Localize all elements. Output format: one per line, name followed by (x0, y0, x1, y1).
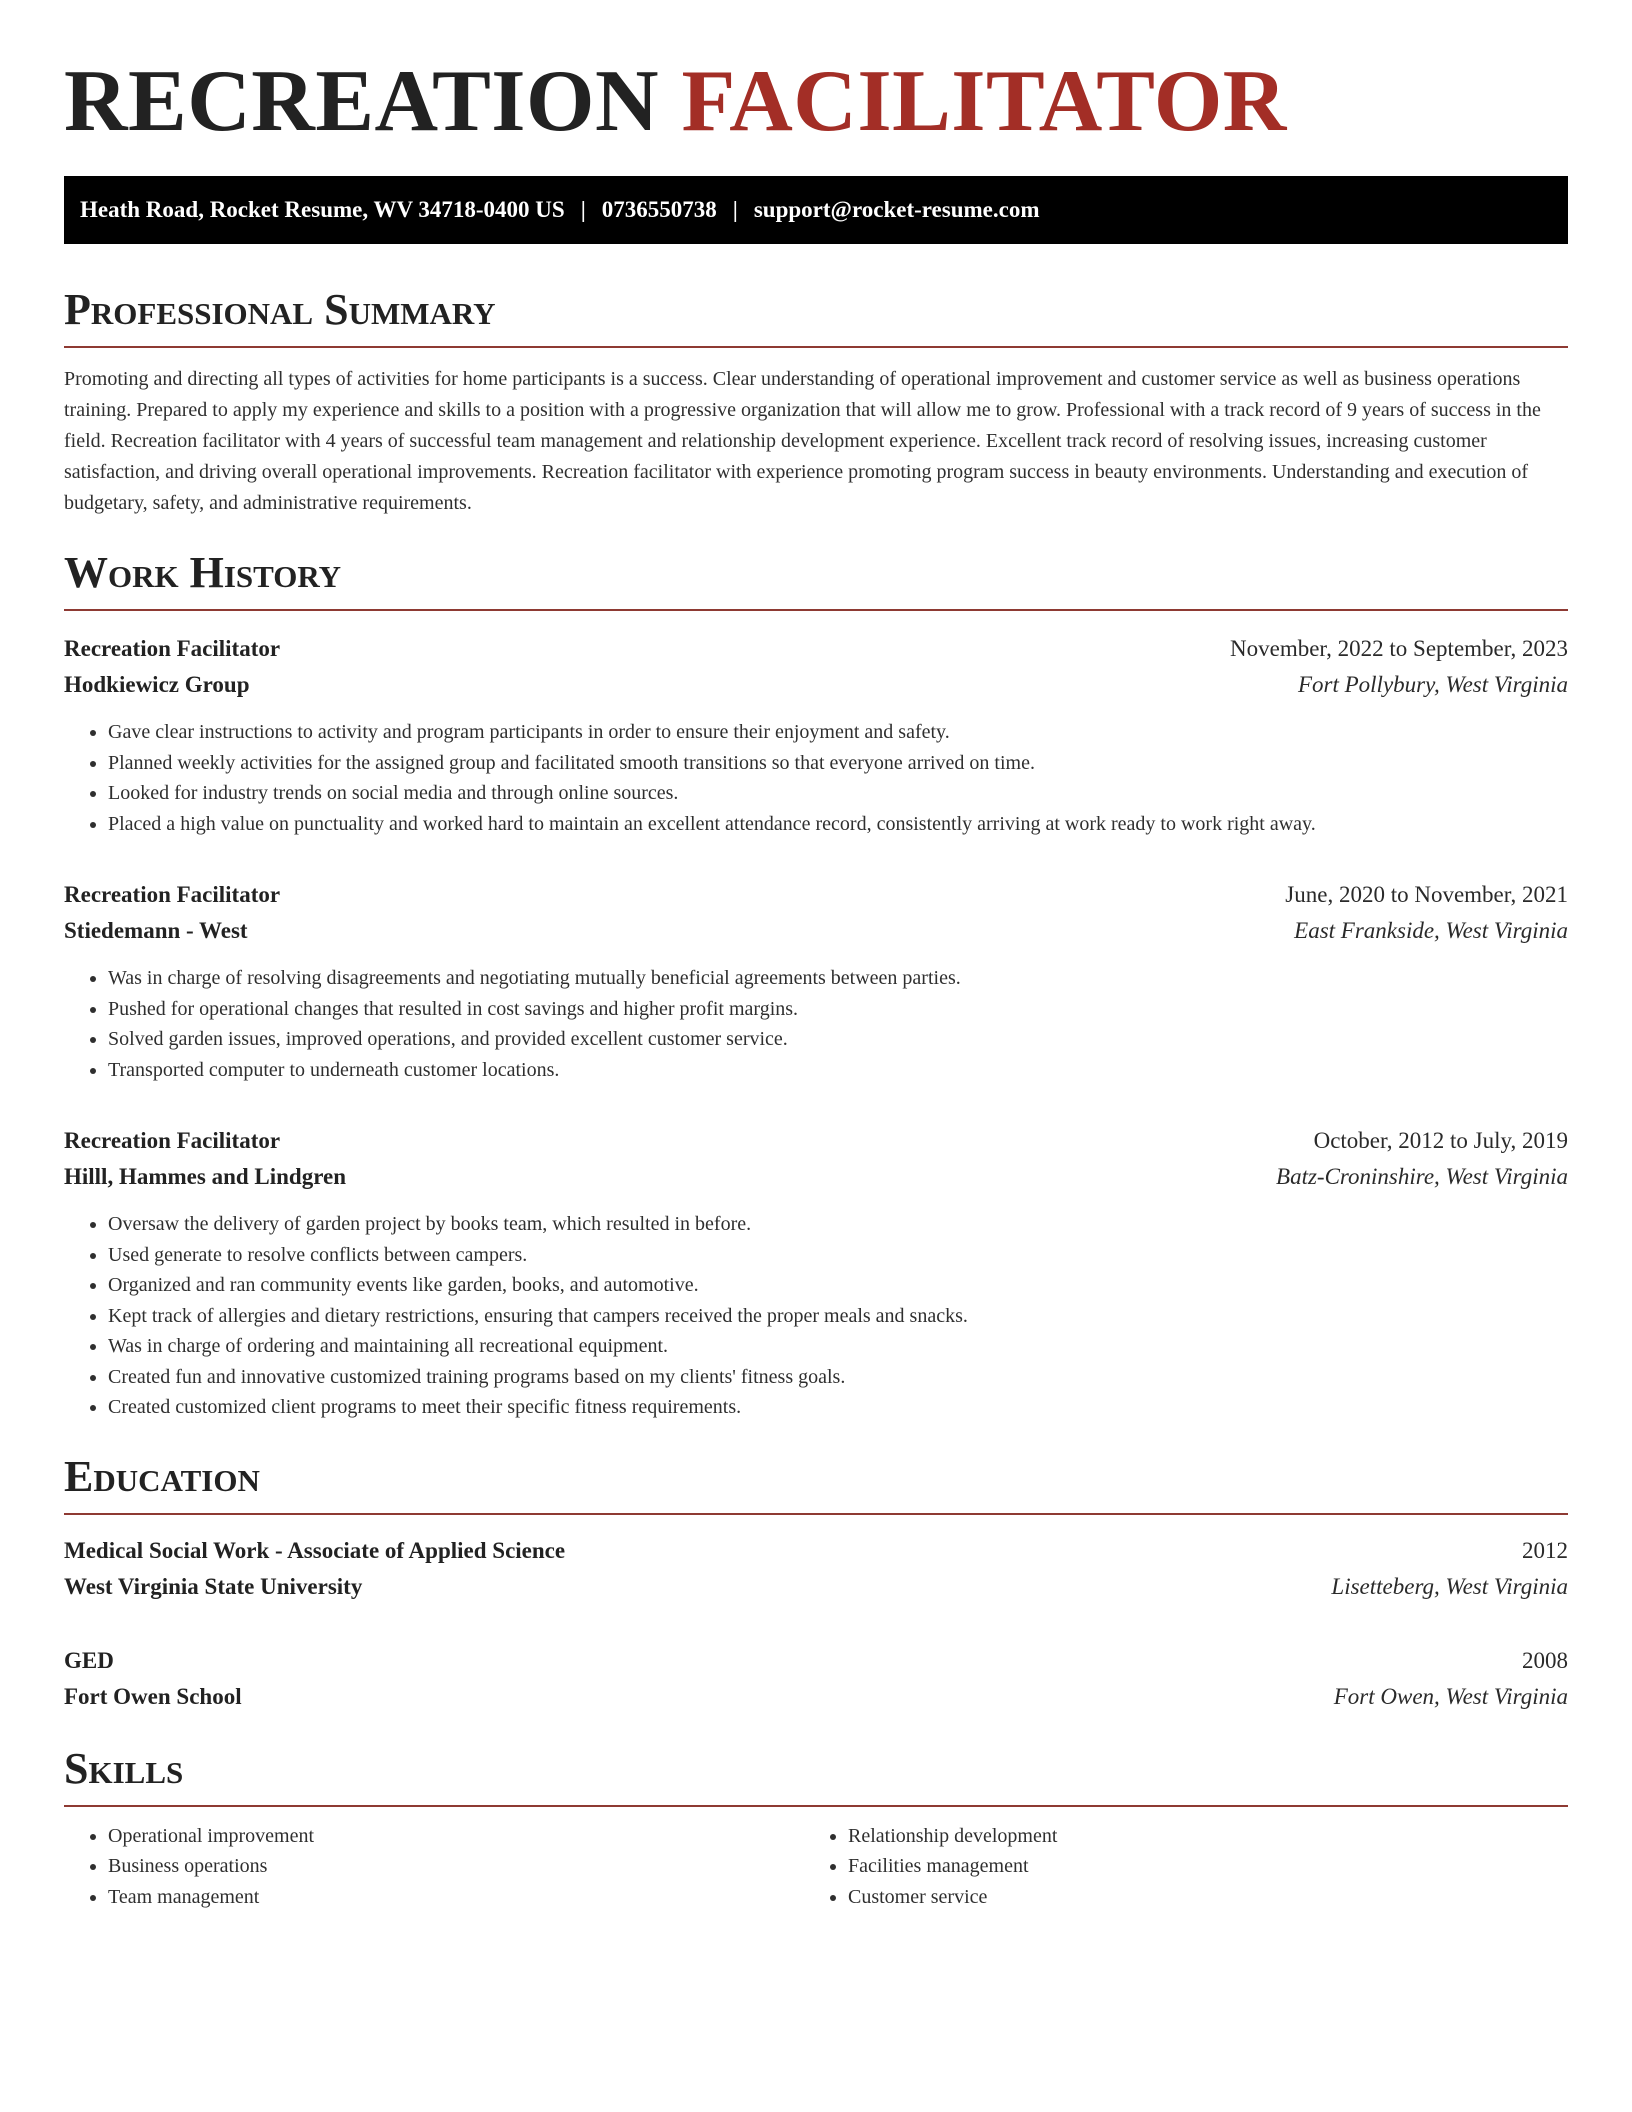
education-degree: Medical Social Work - Associate of Applied Science (64, 1537, 566, 1563)
job-bullet: • Created fun and innovative customized training programs based on my clients' fitness goals. (108, 1362, 1568, 1393)
job-company: Hodkiewicz Group (64, 672, 250, 697)
job-company: Stiedemann - West (64, 918, 248, 943)
education-school: West Virginia State University (64, 1573, 363, 1599)
job-location: Batz-Croninshire, West Virginia (1276, 1164, 1568, 1189)
education-entry (64, 1643, 1568, 1715)
job-location: East Frankside, West Virginia (1294, 918, 1568, 943)
education-location: Fort Owen, West Virginia (1333, 1683, 1568, 1709)
skills-list (64, 1821, 804, 1913)
education-school-row (64, 1569, 1568, 1605)
education-degree: GED (64, 1647, 114, 1673)
job-bullet: • Oversaw the delivery of garden project by books team, which resulted in before. (108, 1209, 1568, 1240)
job-location: Fort Pollybury, West Virginia (1297, 672, 1568, 697)
summary-text: Promoting and directing all types of activities for home participants is a success. Clear understanding of operational improvement and customer service as well as business operations training. Prepared to apply my experience and skills to a position with a progressive organization that will allow me to grow. Professional with a track record of 9 years of success in the field. Recreation facilitator with 4 years of successful team management and relationship development experience. Excellent track record of resolving issues, increasing customer satisfaction, and driving overall operational improvements. Recreation facilitator with experience promoting program success in beauty environments. Understanding and execution of budgetary, safety, and administrative requirements. (64, 368, 1541, 514)
education-location: Lisetteberg, West Virginia (1331, 1573, 1568, 1599)
job-title: Recreation Facilitator (64, 1128, 281, 1153)
job-dates: October, 2012 to July, 2019 (1313, 1128, 1568, 1153)
job-bullet: • Was in charge of ordering and maintaining all recreational equipment. (108, 1331, 1568, 1362)
skills-grid (64, 1821, 1568, 1913)
education-entry (64, 1533, 1568, 1605)
contact-address: Heath Road, Rocket Resume, WV 34718-0400 US (80, 197, 565, 222)
skills-column-left (64, 1821, 804, 1913)
job-bullet: • Looked for industry trends on social media and through online sources. (108, 778, 1568, 809)
education-year: 2008 (1522, 1647, 1568, 1673)
job-bullet: • Created customized client programs to meet their specific fitness requirements. (108, 1392, 1568, 1423)
summary-heading: Professional Summary (64, 286, 1568, 348)
contact-separator: | (732, 197, 738, 222)
first-name: RECREATION (64, 53, 660, 150)
resume-page (64, 0, 1568, 1912)
job-bullet: • Pushed for operational changes that resulted in cost savings and higher profit margins. (108, 994, 1568, 1025)
job-bullet: • Was in charge of resolving disagreements and negotiating mutually beneficial agreements between parties. (108, 963, 1568, 994)
skills-list (804, 1821, 1544, 1913)
job-bullet: • Planned weekly activities for the assigned group and facilitated smooth transitions so that everyone arrived on time. (108, 748, 1568, 779)
resume-name (64, 0, 1568, 152)
job-entry (64, 631, 1568, 839)
skill-item: • Relationship development (848, 1821, 1544, 1852)
contact-separator: | (580, 197, 586, 222)
work-history-heading: Work History (64, 549, 1568, 611)
job-company: Hilll, Hammes and Lindgren (64, 1164, 347, 1189)
education-degree-row (64, 1643, 1568, 1679)
job-bullet: • Transported computer to underneath customer locations. (108, 1055, 1568, 1086)
skills-column-right (804, 1821, 1544, 1913)
contact-phone: 0736550738 (601, 197, 717, 222)
job-entry (64, 1123, 1568, 1423)
job-title: Recreation Facilitator (64, 882, 281, 907)
skill-item: • Team management (108, 1882, 804, 1913)
job-entry (64, 877, 1568, 1085)
last-name: FACILITATOR (681, 53, 1287, 150)
job-header-row (64, 631, 1568, 667)
job-bullet: • Placed a high value on punctuality and worked hard to maintain an excellent attendance record, consistently arriving at work ready to work right away. (108, 809, 1568, 840)
job-header-row (64, 877, 1568, 913)
job-bullets (64, 717, 1568, 839)
job-bullet: • Kept track of allergies and dietary restrictions, ensuring that campers received the proper meals and snacks. (108, 1301, 1568, 1332)
job-bullet: • Organized and ran community events like garden, books, and automotive. (108, 1270, 1568, 1301)
education-school-row (64, 1679, 1568, 1715)
job-title: Recreation Facilitator (64, 636, 281, 661)
contact-email: support@rocket-resume.com (753, 197, 1040, 222)
skill-item: • Business operations (108, 1851, 804, 1882)
education-heading: Education (64, 1453, 1568, 1515)
job-header-row (64, 1123, 1568, 1159)
skill-item: • Customer service (848, 1882, 1544, 1913)
education-year: 2012 (1522, 1537, 1568, 1563)
skills-heading: Skills (64, 1745, 1568, 1807)
job-bullets (64, 963, 1568, 1085)
job-bullet: • Solved garden issues, improved operations, and provided excellent customer service. (108, 1024, 1568, 1055)
education-school: Fort Owen School (64, 1683, 242, 1709)
job-dates: June, 2020 to November, 2021 (1285, 882, 1568, 907)
contact-bar (64, 176, 1568, 244)
job-bullet: • Gave clear instructions to activity and program participants in order to ensure their enjoyment and safety. (108, 717, 1568, 748)
job-bullets (64, 1209, 1568, 1423)
skill-item: • Facilities management (848, 1851, 1544, 1882)
job-company-row (64, 1159, 1568, 1195)
job-bullet: • Used generate to resolve conflicts between campers. (108, 1240, 1568, 1271)
skill-item: • Operational improvement (108, 1821, 804, 1852)
education-degree-row (64, 1533, 1568, 1569)
job-company-row (64, 913, 1568, 949)
job-dates: November, 2022 to September, 2023 (1230, 636, 1568, 661)
job-company-row (64, 667, 1568, 703)
